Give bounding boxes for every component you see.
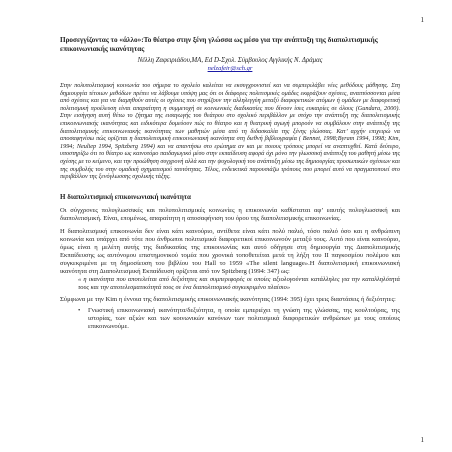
bullet-text: Γνωστική επικοινωνιακή ικανότητα/δεξιότητα, η οποία εμπεριέχει τη γνώση της γλώσσας, της κουλτούρας, της ιστορίας, των αξιών και των κοινωνικών κανόνων των πολιτισμικά διαφορετικών ανθρώπων με τους οποίους επικοινωνούμε. xyxy=(88,307,400,331)
section-heading: Η διαπολιτισμική επικοινωνιακή ικανότητα xyxy=(60,192,191,201)
author-line: Νέλλη Ζαφειριάδου,ΜΑ, Ed D-Σχολ. Σύμβουλος Αγγλικής Ν. Δράμας xyxy=(137,57,323,64)
bullet-icon: • xyxy=(78,307,81,315)
author-email-link[interactable]: nelzafeir@sch.gr xyxy=(207,65,253,72)
paper-title: Προσεγγίζοντας το «άλλο»:Το θέατρο στην ξένη γλώσσα ως μέσο για την ανάπτυξη της διαπολιτισμικής επικοινωνιακής ικανότητας xyxy=(60,36,378,53)
page-number-top: 1 xyxy=(420,16,424,24)
body-paragraph-2: Η διαπολιτισμική επικοινωνία δεν είναι κάτι καινούριο, αντίθετα είναι κάτι πολύ παλιό, τόσο παλιό όσο και η ανθρώπινη κοινωνία και υπάρχει από τότε που άνθρωποι πολιτισμικά διαφορετικοί επικοινωνούν μεταξύ τους. Αυτό που είναι καινούριο, όμως είναι η μελέτη αυτής της διαδικασίας της επικοινωνίας και αυτό οδήγησε στη δημιουργία της Διαπολιτισμικής Εκπαίδευσης ως αυτόνομου επιστημονικού τομέα που χρονικά τοποθετείται μετά τη λήξη του ΙΙ παγκοσμίου πολέμου και συγκεκριμένα με τη δημοσίευση του βιβλίου του Hall το 1959 «The silent language».Η διαπολιτισμική επικοινωνιακή ικανότητα στη Διαπολιτισμική Εκπαίδευση ορίζεται από τον Spitzberg (1994: 347) ως: xyxy=(60,227,400,275)
block-quote: « η ικανότητα που αποτελείται από δεξιότητες και συμπεριφορές οι οποίες αξιολογούνται κατάλληλες για την καταλληλότητά τους και την αποτελεσματικότητά τους σε ένα διαπολιτισμικό συγκεκριμένο πλαίσιο» xyxy=(78,275,400,291)
page-number-bottom: 1 xyxy=(420,436,424,444)
body-paragraph-1: Οι σύγχρονες πολυγλωσσικές και πολυπολιτισμικές κοινωνίες η επικοινωνία καθίσταται αφ’ εαυτής πολυγλωσσική και διαπολιτισμική. Είναι, επομένως, απαραίτητη η αποσαφήνιση του όρου της διαπολιτισμικής επικοινωνίας. xyxy=(60,206,400,222)
abstract-paragraph: Στην πολυπολιτισμική κοινωνία του σήμερα το σχολείο καλείται να εκσυγχρονιστεί και να συμπεριλάβει νέες μεθόδους μάθησης. Στη δημιουργία τέτοιων μεθόδων πρέπει να λάβουμε υπόψη μας ότι οι διάφορες πολιτισμικές ομάδες εκφράζουν σχέσεις, αναπτύσσονται μέσα από σχέσεις και για να διαμηθούν αυτές οι σχέσεις που στηρίζουν την αλληλεγγύη μεταξύ διαφορετικών ατόμων ή ομάδων με διαφορετική πολιτισμική προέλευση είναι απαραίτητη η συμμετοχή σε κοινωνικές διαδικασίες που δίνουν ίσες ευκαιρίες σε όλους (Gundara, 2000). Στην εισήγηση αυτή θέτω το ζήτημα της εισαγωγής του θεάτρου στο σχολικό περιβάλλον με στόχο την ανάπτυξη της διαπολιτισμικής επικοινωνιακής ικανότητας και ειδικότερα δομεύουν πώς το θέατρο και η θεατρική αγωγή μπορούν να συμβάλουν στην ανάπτυξη της διαπολιτισμικής επικοινωνιακής ικανότητας των μαθητών μέσα από τη διδασκαλία της ξένης γλώσσας. Κατ’ αρχήν επιχειρώ να αποσαφηνίσω πώς ορίζεται η διαπολιτισμική επικοινωνιακή ικανότητα στη διεθνή βιβλιογραφία ( Bennet, 1998;Byram 1994, 1998; Kim, 1994; Neuliep 1994, Spitzberg 1994) και να απαντήσω στο ερώτημα αν και με ποιους τρόπους μπορεί να αναπτυχθεί. Κατά δεύτερο, υποστηρίζω ότι το θέατρο ως καινοτόμο παιδαγωγικό μέσο στην εκπαίδευση αφορά όχι μόνο την γλωσσική ανάπτυξη του μαθητή μέσω της σχέσης με το κείμενο, και την προώθηση συγχρονή αλλά και την ψυχολογική του ανάπτυξη μέσω της δημιουργίας προσωπικών σχέσεων και της συμβολής του στην ομαδική σχηματισμού ταυτότητας. Τέλος, ενδεικτικά παρουσιάζω τρόπους που μπορεί αυτό να πραγματοποιεί στο περιβάλλον της ξενόγλωσσης σχολικής τάξης. xyxy=(60,82,400,181)
bullet-item xyxy=(78,307,400,331)
body-paragraph-3: Σύμφωνα με την Kim η έννοια της διαπολιτισμικής επικοινωνιακής ικανότητας (1994: 395) έχει τρεις διαστάσεις ή δεξιότητες: xyxy=(60,296,396,304)
